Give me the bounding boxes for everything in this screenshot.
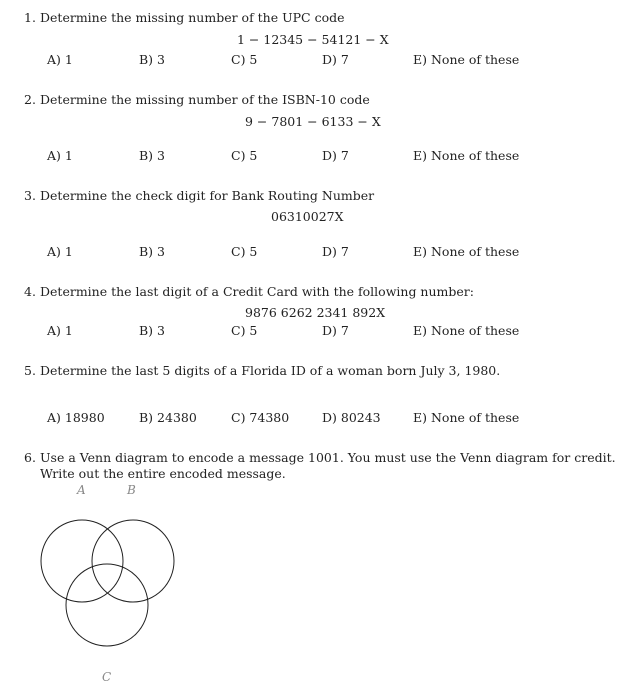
question-3-choice-b[interactable]: B) 3 bbox=[139, 244, 165, 259]
question-5-choice-c[interactable]: C) 74380 bbox=[231, 410, 290, 425]
question-2-choice-d[interactable]: D) 7 bbox=[322, 148, 349, 163]
question-3-number: 3. bbox=[24, 188, 36, 203]
question-1-choice-e[interactable]: E) None of these bbox=[413, 52, 520, 67]
question-6-number: 6. bbox=[24, 450, 36, 465]
question-4-code: 9876 6262 2341 892X bbox=[245, 305, 386, 320]
question-1-code: 1 − 12345 − 54121 − X bbox=[237, 32, 389, 47]
question-3-text: Determine the check digit for Bank Routing Number bbox=[40, 188, 375, 203]
question-4-text: Determine the last digit of a Credit Card with the following number: bbox=[40, 284, 474, 299]
question-3-choice-c[interactable]: C) 5 bbox=[231, 244, 258, 259]
question-3-code: 06310027X bbox=[271, 209, 344, 224]
question-2-choice-e[interactable]: E) None of these bbox=[413, 148, 520, 163]
question-1-text: Determine the missing number of the UPC code bbox=[40, 10, 345, 25]
question-1-choice-c[interactable]: C) 5 bbox=[231, 52, 258, 67]
question-2-code: 9 − 7801 − 6133 − X bbox=[245, 114, 381, 129]
question-5-choice-d[interactable]: D) 80243 bbox=[322, 410, 381, 425]
question-5-choice-b[interactable]: B) 24380 bbox=[139, 410, 197, 425]
venn-circle-b bbox=[92, 520, 174, 602]
question-5-text: Determine the last 5 digits of a Florida ID of a woman born July 3, 1980. bbox=[40, 363, 501, 378]
question-3-choice-e[interactable]: E) None of these bbox=[413, 244, 520, 259]
question-2-number: 2. bbox=[24, 92, 36, 107]
question-2-text: Determine the missing number of the ISBN-10 code bbox=[40, 92, 370, 107]
question-4-choice-c[interactable]: C) 5 bbox=[231, 323, 258, 338]
question-5-choice-a[interactable]: A) 18980 bbox=[47, 410, 105, 425]
question-1-number: 1. bbox=[24, 10, 36, 25]
question-5-number: 5. bbox=[24, 363, 36, 378]
question-4-choice-d[interactable]: D) 7 bbox=[322, 323, 349, 338]
question-4-choice-a[interactable]: A) 1 bbox=[47, 323, 73, 338]
question-6-text: Use a Venn diagram to encode a message 1001. You must use the Venn diagram for credit. bbox=[40, 450, 616, 465]
question-4-choice-b[interactable]: B) 3 bbox=[139, 323, 165, 338]
question-1-choice-b[interactable]: B) 3 bbox=[139, 52, 165, 67]
question-4-number: 4. bbox=[24, 284, 36, 299]
question-2-choice-a[interactable]: A) 1 bbox=[47, 148, 73, 163]
venn-label-b: B bbox=[127, 483, 136, 497]
question-1-choice-a[interactable]: A) 1 bbox=[47, 52, 73, 67]
venn-label-a: A bbox=[77, 483, 86, 497]
question-6-text-line-2: Write out the entire encoded message. bbox=[40, 466, 286, 481]
venn-label-c: C bbox=[102, 670, 112, 684]
venn-circle-c bbox=[66, 564, 148, 646]
question-3-choice-a[interactable]: A) 1 bbox=[47, 244, 73, 259]
question-5-choice-e[interactable]: E) None of these bbox=[413, 410, 520, 425]
venn-circle-a bbox=[41, 520, 123, 602]
question-2-choice-c[interactable]: C) 5 bbox=[231, 148, 258, 163]
question-3-choice-d[interactable]: D) 7 bbox=[322, 244, 349, 259]
question-1-choice-d[interactable]: D) 7 bbox=[322, 52, 349, 67]
question-2-choice-b[interactable]: B) 3 bbox=[139, 148, 165, 163]
question-4-choice-e[interactable]: E) None of these bbox=[413, 323, 520, 338]
